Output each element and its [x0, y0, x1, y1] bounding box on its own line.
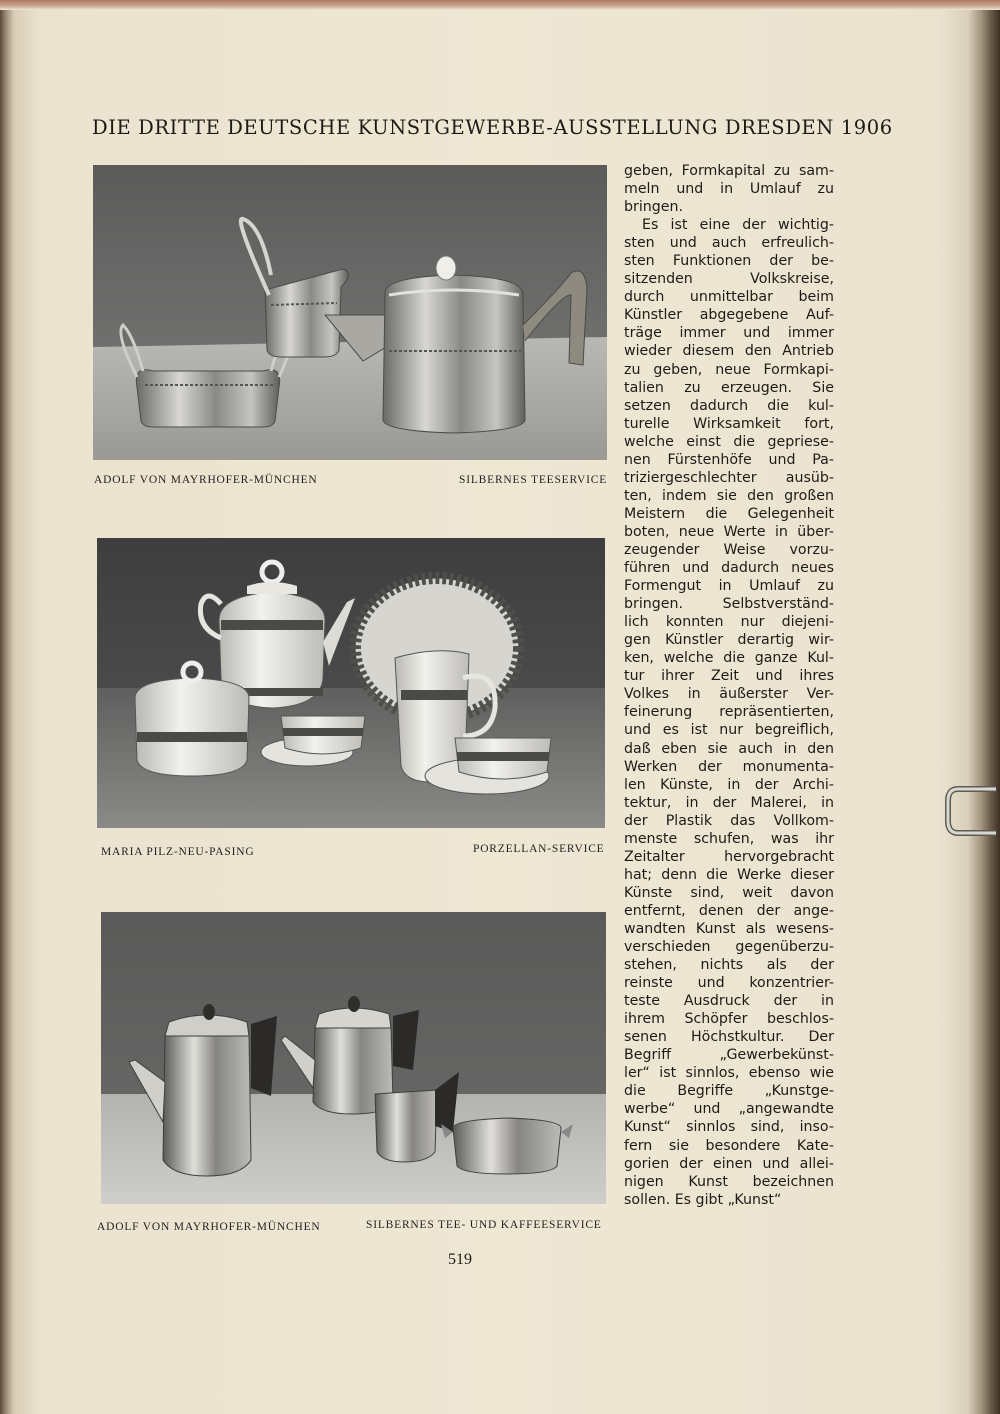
silver-tea-service-photo [93, 165, 607, 460]
body-text-line: len Künste, in der Archi- [624, 776, 834, 793]
body-text-line: sitzenden Volkskreise, [624, 271, 834, 288]
body-text-line: Es ist eine der wichtig- [642, 217, 834, 234]
figure-2-artist-caption: MARIA PILZ-NEU-PASING [101, 846, 255, 858]
body-text-line: fern sie besondere Kate- [624, 1137, 834, 1154]
body-text-line: sten Funktionen der be- [624, 253, 834, 270]
body-text-line: triziergeschlechter ausüb- [624, 469, 834, 486]
body-text-line: meln und in Umlauf zu [624, 181, 834, 198]
porcelain-service-photo [97, 538, 605, 828]
body-text-line: reinste und konzentrier- [624, 975, 834, 992]
body-text-line: geben, Formkapital zu sam- [624, 163, 834, 179]
page-clip [944, 783, 996, 839]
body-text-line: wandten Kunst als wesens- [624, 920, 834, 937]
body-text-line: Begriff „Gewerbekünst- [624, 1047, 834, 1064]
body-text-line: Zeitalter hervorgebracht [624, 848, 834, 865]
body-text-line: Volkes in äußerster Ver- [624, 686, 834, 703]
body-text-line: sten und auch erfreulich- [624, 235, 834, 252]
body-text-line: Künste sind, weit davon [624, 884, 834, 901]
body-text-line: bringen. Selbstverständ- [624, 596, 834, 613]
body-text-line: boten, neue Werte in über- [624, 523, 834, 540]
body-text-line: verschieden gegenüberzu- [624, 939, 834, 956]
body-text-line: durch unmittelbar beim [624, 289, 834, 306]
body-text-line: setzen dadurch die kul- [624, 397, 834, 414]
body-text-line: teste Ausdruck der in [624, 993, 834, 1010]
body-text-line: Künstler abgegebene Auf- [624, 307, 834, 324]
body-text-line: turelle Wirksamkeit fort, [624, 415, 834, 432]
body-text-line: werbe“ und „angewandte [624, 1101, 834, 1118]
body-text-line: ler“ ist sinnlos, ebenso wie [624, 1065, 834, 1082]
body-text-line: Formengut in Umlauf zu [624, 578, 834, 595]
body-text-line: entfernt, denen der ange- [624, 902, 834, 919]
body-text-line: führen und dadurch neues [624, 560, 834, 577]
body-text-line: bringen. [624, 199, 684, 216]
body-text-line: senen Höchstkultur. Der [624, 1029, 834, 1046]
body-text-line: stehen, nichts als der [624, 957, 834, 974]
figure-1-artist-caption: ADOLF VON MAYRHOFER-MÜNCHEN [94, 474, 318, 486]
body-text-line: sollen. Es gibt „Kunst“ [624, 1191, 782, 1208]
body-text-line: Meistern die Gelegenheit [624, 505, 834, 522]
figure-3-artist-caption: ADOLF VON MAYRHOFER-MÜNCHEN [97, 1221, 321, 1233]
body-text-line: tur ihrer Zeit und ihres [624, 668, 834, 685]
body-text-line: feinerung repräsentierten, [624, 704, 834, 721]
body-text-line: Werken der monumenta- [624, 758, 834, 775]
body-text-line: und es ist nur begreiflich, [624, 722, 834, 739]
body-text-line: talien zu erzeugen. Sie [624, 379, 834, 396]
body-text-line: zu geben, neue Formkapi- [624, 361, 834, 378]
body-text-line: träge immer und immer [624, 325, 834, 342]
body-text-line: gen Künstler derartig wir- [624, 632, 834, 649]
body-text-line: gorien der einen und allei- [624, 1155, 834, 1172]
silver-tea-coffee-service-photo [101, 912, 606, 1204]
page-number: 519 [448, 1251, 472, 1268]
body-text-line: daß eben sie auch in den [624, 740, 834, 757]
figure-3-title-caption: SILBERNES TEE- UND KAFFEESERVICE [366, 1219, 602, 1231]
body-text-line: zeugender Weise vorzu- [624, 541, 834, 558]
running-head: DIE DRITTE DEUTSCHE KUNSTGEWERBE-AUSSTELLUNG DRESDEN 1906 [92, 116, 893, 139]
figure-1-title-caption: SILBERNES TEESERVICE [459, 474, 608, 486]
body-text-line: Kunst“ sinnlos sind, inso- [624, 1119, 834, 1136]
body-text-line: der Plastik das Vollkom- [624, 812, 834, 829]
body-text-line: hat; denn die Werke dieser [624, 866, 834, 883]
body-text-line: ten, indem sie den großen [624, 487, 834, 504]
body-text-line: lich konnten nur diejeni- [624, 614, 834, 631]
body-text-line: nen Fürstenhöfe und Pa- [624, 451, 834, 468]
body-text-line: nigen Kunst bezeichnen [624, 1173, 834, 1190]
body-text-line: ken, welche die ganze Kul- [624, 650, 834, 667]
body-text-line: die Begriffe „Kunstge- [624, 1083, 834, 1100]
body-text-line: wieder diesem den Antrieb [624, 343, 834, 360]
body-text-line: ihrem Schöpfer beschlos- [624, 1011, 834, 1028]
body-text-line: welche einst die gepriese- [624, 433, 834, 450]
body-text-line: tektur, in der Malerei, in [624, 794, 834, 811]
book-top-edge [0, 0, 1000, 10]
figure-2-title-caption: PORZELLAN-SERVICE [473, 843, 605, 855]
body-text-line: menste schufen, was ihr [624, 830, 834, 847]
body-text-column [624, 162, 834, 1209]
